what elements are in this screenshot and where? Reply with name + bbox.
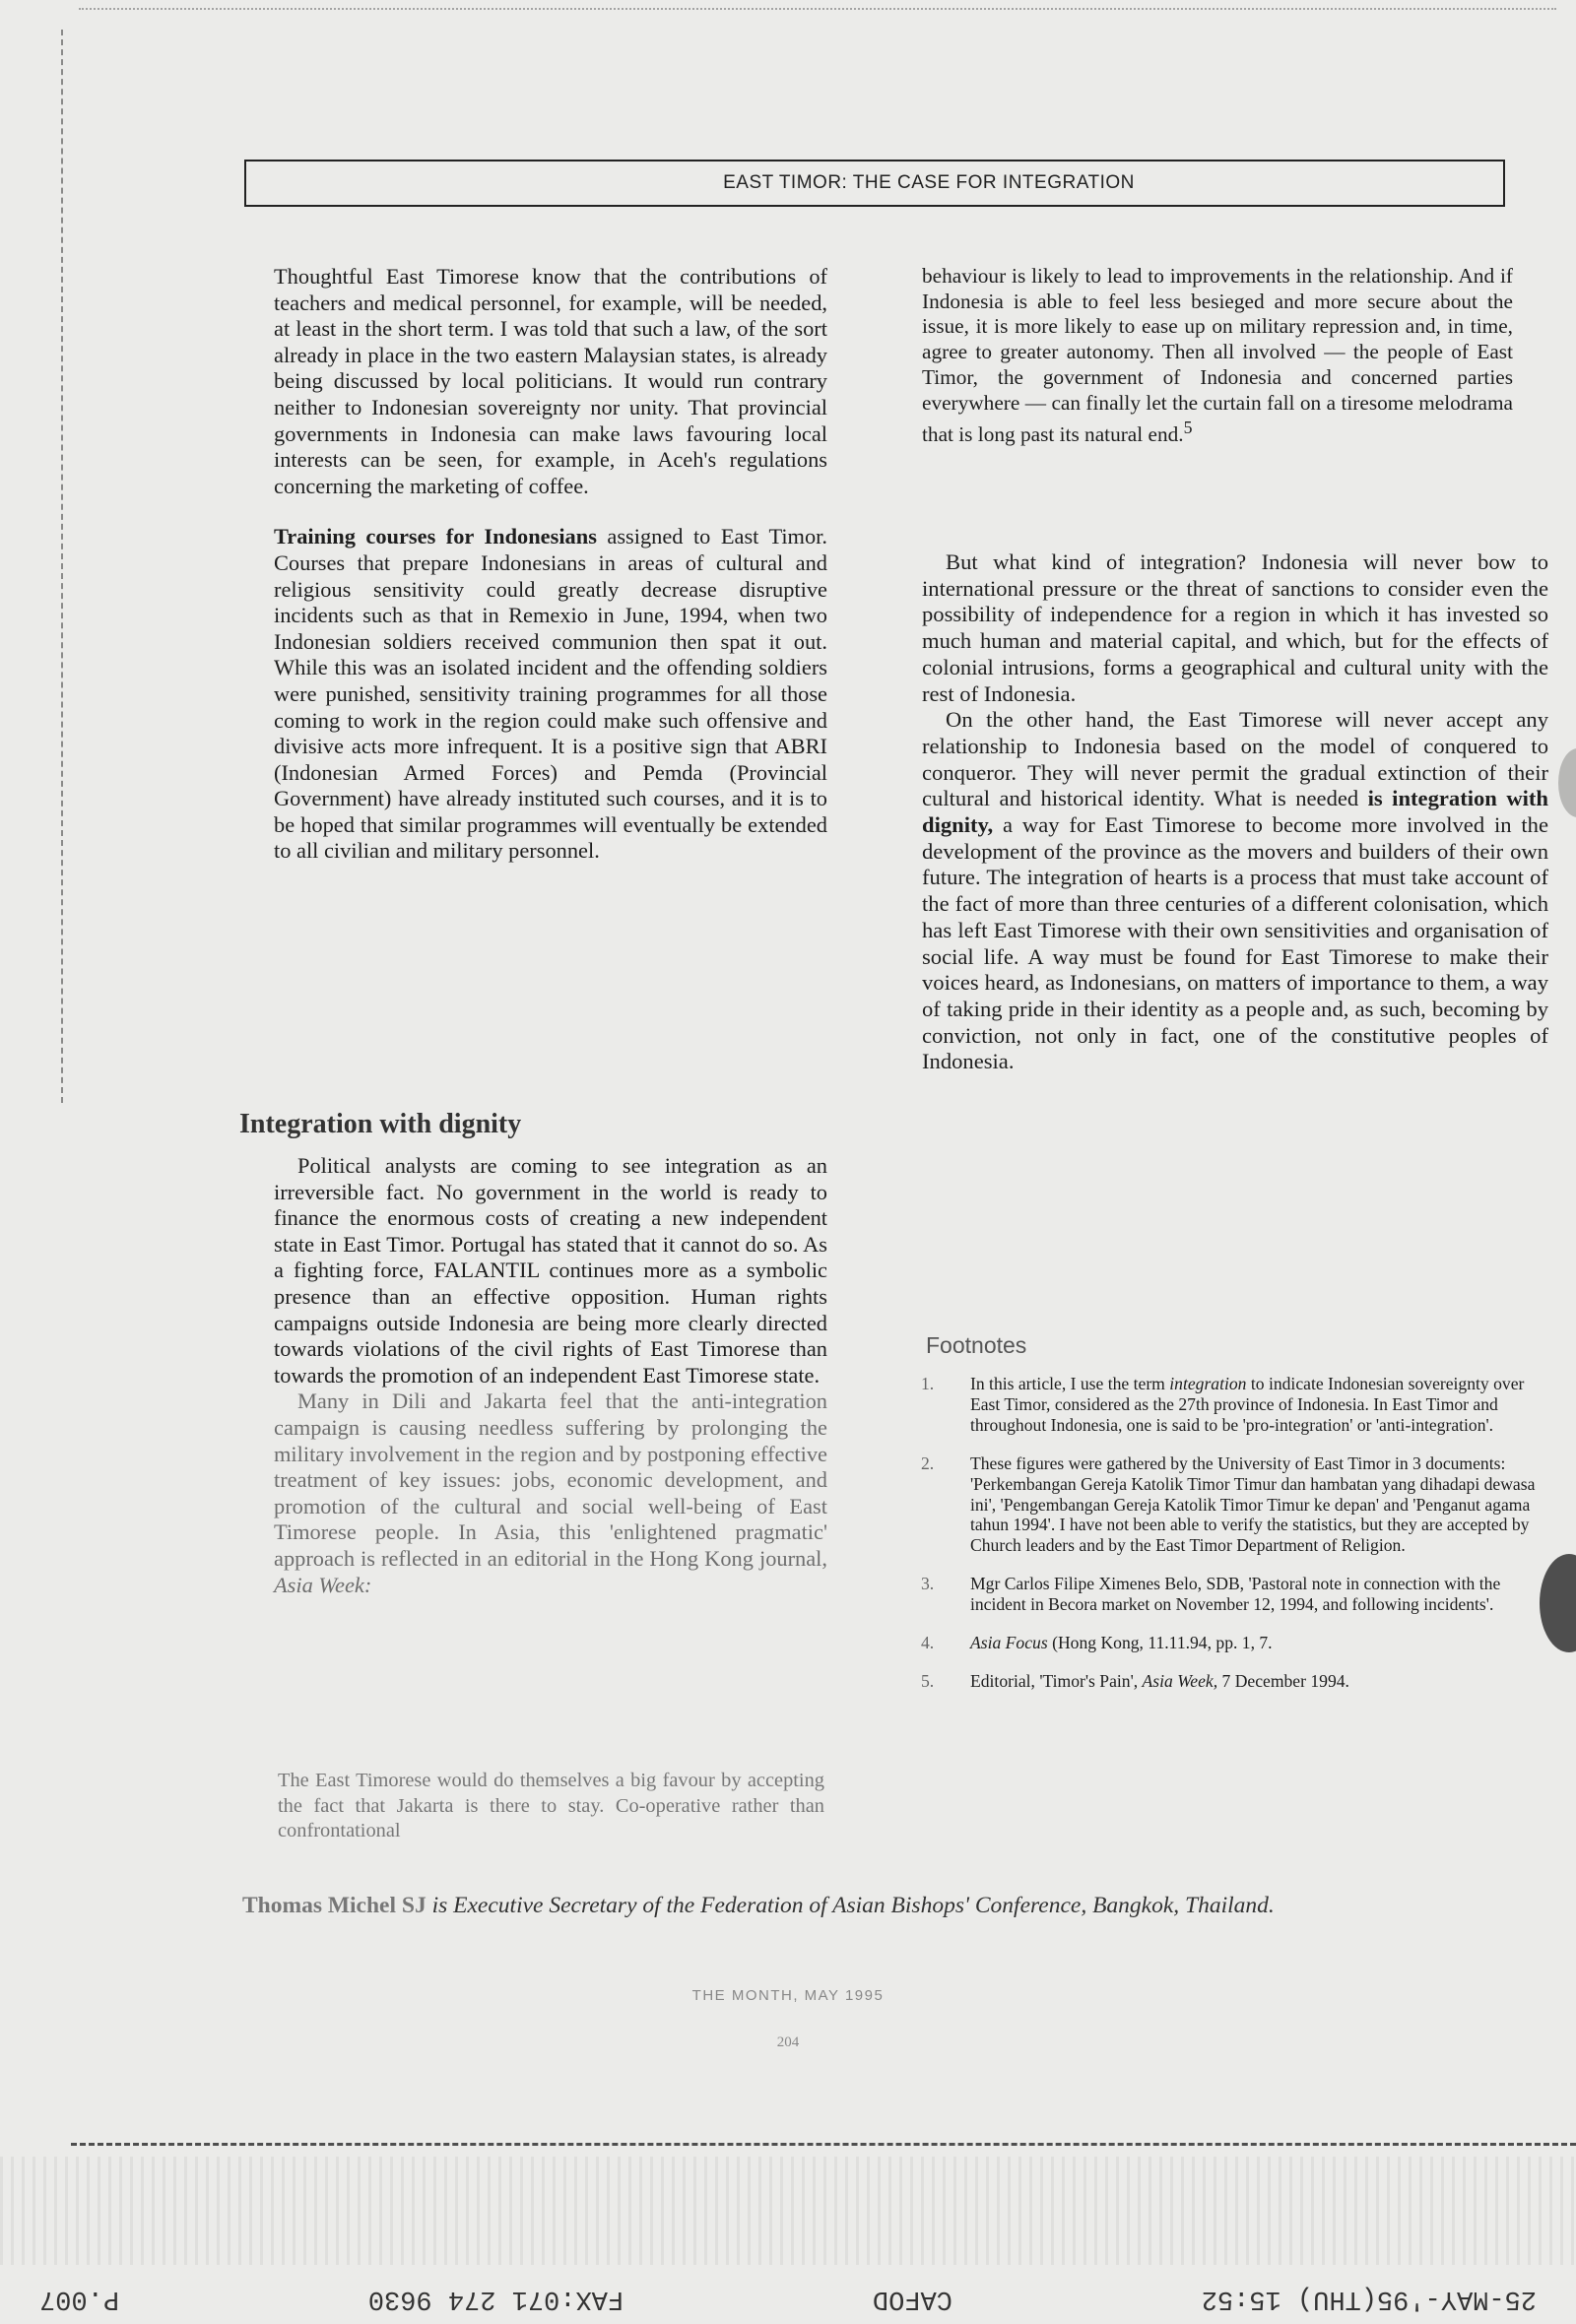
paragraph-text: assigned to East Timor. Courses that prepare Indonesians in areas of cultural and religious sensitivity could greatly decrease disruptive incidents such as that in Remexio in June, 1994, when two Indonesian soldiers received communion then spat it out. While this was an isolated incident and the offending soldiers were punished, sensitivity training programmes for all those coming to work in the region could make such offensive and divisive acts more infrequent. It is a positive sign that ABRI (Indonesian Armed Forces) and Pemda (Provincial Government) have already instituted such courses, and it is to be hoped that similar programmes will eventually be extended to all civilian and military personnel. xyxy=(274,524,827,864)
footnote-text-part: 7 December 1994. xyxy=(1217,1670,1349,1691)
scan-smudge xyxy=(1558,748,1576,817)
journal-name: Asia Week: xyxy=(274,1572,372,1597)
left-column-bottom xyxy=(274,1153,827,1598)
emphasis-text: is integration with dignity, xyxy=(922,786,1548,838)
paragraph: Political analysts are coming to see integration as an irreversible fact. No government in the world is ready to finance the enormous costs of creating a new independent state in East Timor. Portugal has stated that it cannot do so. As a fighting force, FALANTIL continues more as a symbolic presence than an effective opposition. Human rights campaigns outside Indonesia are being more clearly directed towards violations of the civil rights of East Timorese than towards the promotion of an independent East Timorese state. xyxy=(274,1153,827,1388)
author-name: Thomas Michel SJ xyxy=(242,1893,427,1918)
footnote-ref: 5 xyxy=(1183,418,1193,438)
journal-footer: THE MONTH, MAY 1995 xyxy=(691,1987,885,2004)
footnote-text-part: to indicate Indonesian sovereignty over East Timor, considered as the 27th province of Indonesia. In East Timor and throughout Indonesia, one is said to be 'pro-integration' or 'anti-integration'. xyxy=(970,1374,1525,1435)
footnote-number: 5. xyxy=(921,1670,935,1691)
footnote-text xyxy=(970,1374,1551,1436)
footnote-text xyxy=(970,1453,1551,1557)
paragraph-lead: Training courses for Indonesians xyxy=(274,524,597,549)
footnote-number: 1. xyxy=(921,1374,935,1393)
footnote-emphasis: Asia Week, xyxy=(1142,1670,1218,1691)
scan-noise-top xyxy=(79,8,1556,59)
paragraph-text: a way for East Timorese to become more involved in the development of the province as the movers and builders of their own future. The integration of hearts is a process that must take account of the fact of more than three centuries of a different colonisation, which has left East Timorese with their own sensitivities and organisation of social life. A way must be found for East Timorese to make their voices heard, as Indonesians, on matters of importance to them, a way of taking pride in their identity as a people and, as such, becoming by conviction, not only in fact, one of the constitutive peoples of Indonesia. xyxy=(922,812,1548,1074)
footnote-text xyxy=(970,1574,1551,1615)
paragraph-text: On the other hand, the East Timorese will never accept any relationship to Indonesia based on the model of conquered to conqueror. They will never permit the gradual extinction of their cultural and historical identity. What is needed xyxy=(922,707,1548,811)
paragraph xyxy=(274,1388,827,1598)
footnote-item xyxy=(921,1453,1551,1557)
paragraph xyxy=(274,524,827,865)
footnotes-heading: Footnotes xyxy=(926,1332,1027,1358)
block-quote xyxy=(278,1769,824,1844)
footnote-item xyxy=(921,1671,1551,1692)
footnotes-list xyxy=(921,1374,1551,1710)
right-column-top xyxy=(922,264,1513,448)
footnote-text-part: Mgr Carlos Filipe Ximenes Belo, SDB, 'Pastoral note in connection with the incident in Becora market on November 12, 1994, and following incidents'. xyxy=(970,1574,1501,1615)
footnote-item xyxy=(921,1374,1551,1436)
fax-rule xyxy=(71,2143,1576,2146)
fax-page: P.007 xyxy=(39,2284,120,2313)
quote-text: The East Timorese would do themselves a big favour by accepting the fact that Jakarta is there to stay. Co-operative rather than confrontational xyxy=(278,1770,824,1841)
footnote-item xyxy=(921,1574,1551,1615)
page-number: 204 xyxy=(776,2034,800,2050)
footnote-number: 3. xyxy=(921,1574,935,1594)
paragraph-text: behaviour is likely to lead to improvements in the relationship. And if Indonesia is able to feel less besieged and more secure about the issue, it is more likely to ease up on military repression and, in time, agree to greater autonomy. Then all involved — the people of East Timor, the government of Indonesia and concerned parties everywhere — can finally let the curtain fall on a tiresome melodrama that is long past its natural end. xyxy=(922,264,1513,447)
paragraph xyxy=(922,707,1548,1075)
right-column-bottom xyxy=(922,549,1548,1075)
footnote-text xyxy=(970,1633,1551,1653)
running-title: EAST TIMOR: THE CASE FOR INTEGRATION xyxy=(723,172,1135,193)
footnote-item xyxy=(921,1633,1551,1653)
footnote-text-part: In this article, I use the term xyxy=(970,1374,1170,1393)
scan-edge-left xyxy=(61,30,63,1103)
fax-sender: CAFOD xyxy=(872,2284,952,2313)
paragraph-text: Many in Dili and Jakarta feel that the anti-integration campaign is causing needless suffering by prolonging the military involvement in the region and by postponing effective treatment of key issues: jobs, economic development, and promotion of the cultural and social well-being of East Timorese people. In Asia, this 'enlightened pragmatic' approach is reflected in an editorial in the Hong Kong journal, xyxy=(274,1388,827,1571)
paragraph: But what kind of integration? Indonesia will never bow to international pressure or the threat of sanctions to consider even the possibility of independence for a region in which it has invested so much human and material capital, and which, but for the effects of colonial intrusions, forms a geographical and cultural unity with the rest of Indonesia. xyxy=(922,549,1548,706)
paragraph: Thoughtful East Timorese know that the contributions of teachers and medical personnel, for example, will be needed, at least in the short term. I was told that such a law, of the sort already in place in the two eastern Malaysian states, is already being discussed by local politicians. It would run contrary neither to Indonesian sovereignty nor unity. That provincial governments in Indonesia can make laws favouring local interests can be seen, for example, in Aceh's regulations concerning the marketing of coffee. xyxy=(274,264,827,498)
footnote-number: 4. xyxy=(921,1633,935,1653)
footnote-text-part: (Hong Kong, 11.11.94, pp. 1, 7. xyxy=(1047,1633,1273,1653)
author-byline xyxy=(242,1893,1552,1919)
footnote-number: 2. xyxy=(921,1452,935,1473)
footnote-emphasis: Asia Focus xyxy=(970,1633,1048,1653)
fax-date: 25-MAY-'95(THU) 15:52 xyxy=(1201,2284,1537,2313)
section-heading: Integration with dignity xyxy=(239,1109,522,1139)
fax-number: FAX:071 274 9630 xyxy=(367,2284,624,2313)
footnote-text xyxy=(970,1671,1551,1692)
footnote-text-part: Editorial, 'Timor's Pain', xyxy=(970,1670,1143,1691)
left-column-top xyxy=(274,264,827,865)
footnote-emphasis: integration xyxy=(1169,1374,1247,1393)
fax-noise xyxy=(0,2157,1576,2265)
paragraph xyxy=(922,264,1513,448)
footnote-text-part: These figures were gathered by the University of East Timor in 3 documents: 'Perkembangan Gereja Katolik Timor Timur dan hambatan yang dihadapi dewasa ini', 'Pengembangan Gereja Katolik Timor Timur ke depan' and 'Penganut agama tahun 1994'. I have not been able to verify the statistics, but they are accepted by Church leaders and by the East Timor Department of Religion. xyxy=(970,1452,1536,1556)
author-role: is Executive Secretary of the Federation of Asian Bishops' Conference, Bangkok, Thailand. xyxy=(426,1893,1275,1918)
running-header xyxy=(244,160,1505,207)
fax-header-line xyxy=(39,2279,1537,2318)
